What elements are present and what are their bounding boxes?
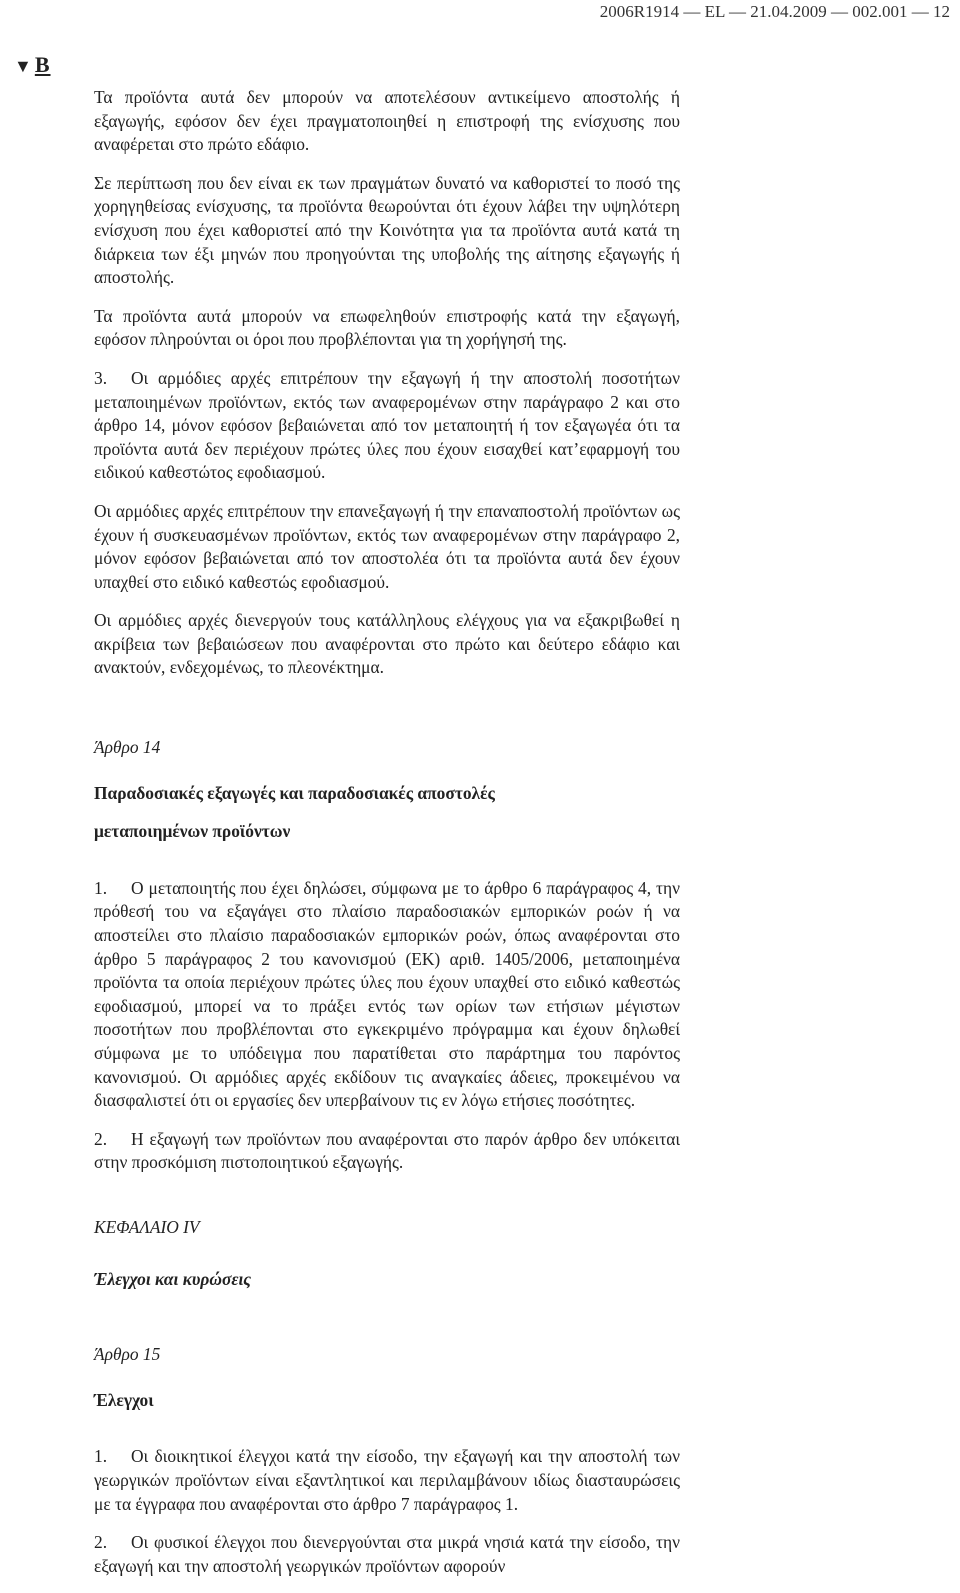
numbered-paragraph — [94, 1128, 680, 1175]
paragraph-number: 3. — [94, 367, 108, 388]
paragraph-number: 1. — [94, 1446, 108, 1467]
numbered-paragraph — [94, 1531, 680, 1578]
paragraph-text: Οι αρμόδιες αρχές επιτρέπουν την επανεξαγωγή ή την επαναποστολή προϊόντων ως έχουν ή συσκευασμένων προϊόντων, εκτός των αναφερομένων στην παράγραφο 2, μόνον εφόσον βεβαιώνεται από τον αποστολέα ότι τα προϊόντα αυτά δεν έχουν υπαχθεί στο ειδικό καθεστώς εφοδιασμού. — [94, 500, 680, 592]
numbered-paragraph — [94, 367, 680, 485]
document-body — [94, 86, 680, 1593]
paragraph-text: Ο μεταποιητής που έχει δηλώσει, σύμφωνα με το άρθρο 6 παράγραφος 4, την πρόθεσή του να εξαγάγει στο πλαίσιο παραδοσιακών εμπορικών ροών ή να αποστείλει στο πλαίσιο παραδοσιακών εμπορικών ροών, όπως αναφέρονται στο άρθρο 5 παράγραφος 2 του κανονισμού (ΕΚ) αριθ. 1405/2006, μεταποιημένα προϊόντα τα οποία περιέχουν πρώτες ύλες που έχουν υπαχθεί στο ειδικό καθεστώς εφοδιασμού, μπορεί να το πράξει εντός των ορίων των ετήσιων μέγιστων ποσοτήτων που προβλέπονται στο εγκεκριμένο πρόγραμμα και έχουν δηλωθεί σύμφωνα με το υπόδειγμα που παρατίθεται στο παράρτημα του παρόντος κανονισμού. Οι αρμόδιες αρχές εκδίδουν τις αναγκαίες άδειες, προκειμένου να διασφαλιστεί ότι οι εργασίες δεν υπερβαίνουν τις εν λόγω ετήσιες ποσότητες. — [94, 877, 680, 1111]
numbered-paragraph — [94, 1445, 680, 1516]
paragraph-text: Οι φυσικοί έλεγχοι που διενεργούνται στα μικρά νησιά κατά την είσοδο, την εξαγωγή και την αποστολή γεωργικών προϊόντων αφορούν — [94, 1532, 680, 1576]
paragraph-text: Τα προϊόντα αυτά δεν μπορούν να αποτελέσουν αντικείμενο αποστολής ή εξαγωγής, εφόσον δεν έχει πραγματοποιηθεί η επιστροφή της ενίσχυσης που αναφέρεται στο πρώτο εδάφιο. — [94, 87, 680, 155]
amendment-marker — [14, 52, 51, 78]
article-15-label: Άρθρο 15 — [94, 1344, 161, 1365]
numbered-paragraph — [94, 877, 680, 1113]
paragraph-text: Σε περίπτωση που δεν είναι εκ των πραγμάτων δυνατό να καθοριστεί το ποσό της χορηγηθείσας ενίσχυσης, τα προϊόντα θεωρούνται ότι έχουν λάβει την υψηλότερη ενίσχυση που έχει καθοριστεί από την Κοινότητα για τα προϊόντα αυτά κατά τη διάρκεια των έξι μηνών που προηγούνται της υποβολής της αίτησης εξαγωγής ή αποστολής. — [94, 172, 680, 288]
article-15-title: Έλεγχοι — [94, 1389, 154, 1410]
paragraph-text: Οι διοικητικοί έλεγχοι κατά την είσοδο, την εξαγωγή και την αποστολή των γεωργικών προϊόντων είναι εξαντλητικοί και περιλαμβάνουν ιδίως διασταυρώσεις με τα έγγραφα που αναφέρονται στο άρθρο 7 παράγραφος 1. — [94, 1446, 680, 1514]
triangle-down-icon: ▼ — [14, 56, 33, 76]
paragraph-text: Η εξαγωγή των προϊόντων που αναφέρονται στο παρόν άρθρο δεν υπόκειται στην προσκόμιση πιστοποιητικού εξαγωγής. — [94, 1128, 680, 1173]
paragraph-number: 2. — [94, 1128, 108, 1149]
article-14-label: Άρθρο 14 — [94, 737, 161, 758]
article-14-title-line2: μεταποιημένων προϊόντων — [94, 821, 291, 842]
paragraph-number: 2. — [94, 1532, 108, 1553]
paragraph-text: Οι αρμόδιες αρχές διενεργούν τους κατάλληλους ελέγχους για να εξακριβωθεί η ακρίβεια των βεβαιώσεων που αναφέρονται στο πρώτο και δεύτερο εδάφιο και ανακτούν, ενδεχομένως, το πλεονέκτημα. — [94, 610, 680, 678]
chapter-4-label: ΚΕΦΑΛΑΙΟ IV — [94, 1216, 200, 1237]
document-reference-header: 2006R1914 — EL — 21.04.2009 — 002.001 — 12 — [599, 2, 950, 21]
amendment-marker-label: B — [34, 52, 51, 77]
article-14-title-line1: Παραδοσιακές εξαγωγές και παραδοσιακές αποστολές — [94, 782, 495, 803]
paragraph-number: 1. — [94, 877, 108, 898]
paragraph-text: Οι αρμόδιες αρχές επιτρέπουν την εξαγωγή ή την αποστολή ποσοτήτων μεταποιημένων προϊόντων, εκτός των αναφερομένων στην παράγραφο 2 και στο άρθρο 14, μόνον εφόσον βεβαιώνεται από τον μεταποιητή ή τον εξαγωγέα ότι τα προϊόντα αυτά δεν περιέχουν πρώτες ύλες που έχουν εισαχθεί κατ’εφαρμογή του ειδικού καθεστώτος εφοδιασμού. — [94, 367, 680, 483]
chapter-4-title: Έλεγχοι και κυρώσεις — [94, 1268, 252, 1289]
paragraph-text: Τα προϊόντα αυτά μπορούν να επωφεληθούν επιστροφής κατά την εξαγωγή, εφόσον πληρούνται οι όροι που προβλέπονται για τη χορήγησή της. — [94, 305, 680, 350]
